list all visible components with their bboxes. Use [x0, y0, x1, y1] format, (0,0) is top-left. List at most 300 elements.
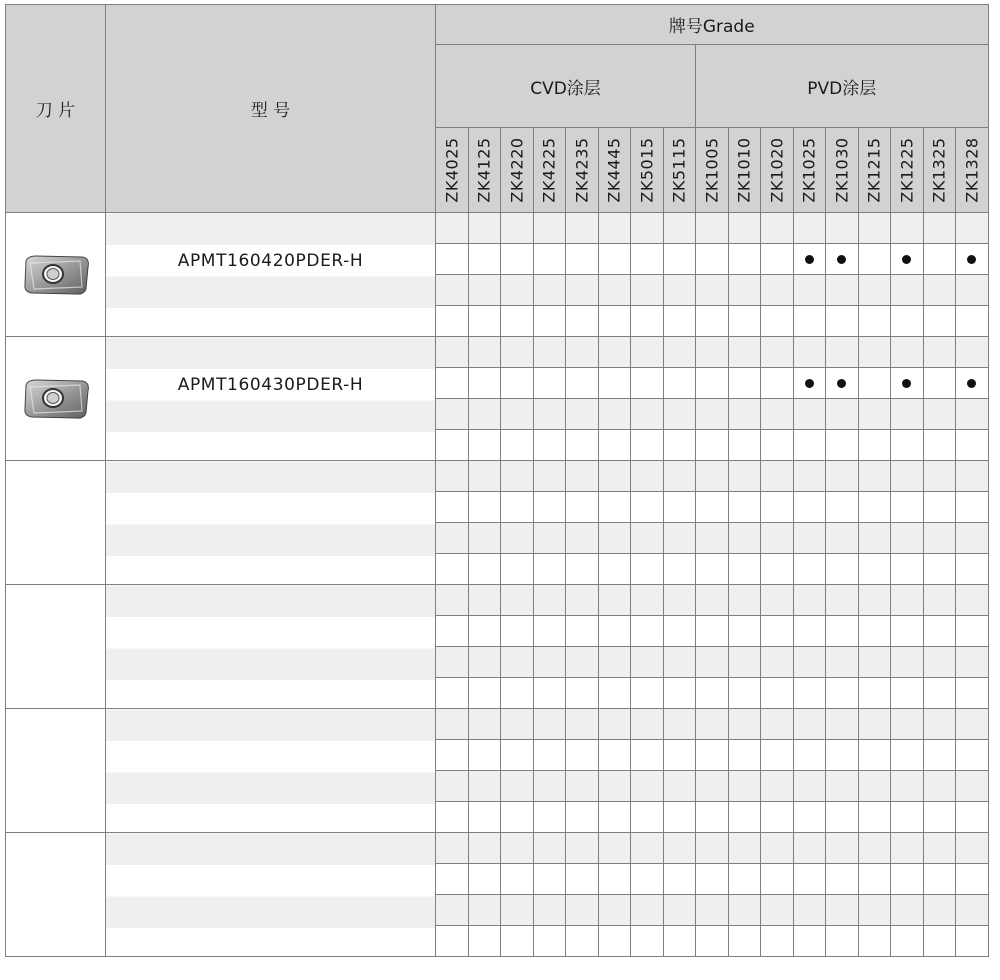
- grade-code-header: [663, 128, 696, 213]
- grade-code-header: [436, 128, 469, 213]
- grade-availability-cell: [728, 523, 761, 554]
- grade-availability-cell: [956, 523, 989, 554]
- grade-availability-cell: [728, 771, 761, 802]
- model-cell: [106, 585, 436, 709]
- grade-availability-cell: [436, 647, 469, 678]
- grade-availability-cell: [696, 368, 729, 399]
- grade-availability-cell: [793, 399, 826, 430]
- grade-availability-cell: [696, 833, 729, 864]
- grade-availability-cell: [696, 678, 729, 709]
- grade-availability-cell: [436, 709, 469, 740]
- grade-availability-cell: [501, 523, 534, 554]
- grade-availability-cell: [533, 306, 566, 337]
- grade-availability-cell: [598, 616, 631, 647]
- grade-availability-cell: [923, 864, 956, 895]
- grade-availability-cell: [858, 275, 891, 306]
- grade-group-header: 牌号Grade: [436, 5, 989, 45]
- grade-availability-cell: [468, 833, 501, 864]
- grade-code-header: [793, 128, 826, 213]
- grade-availability-cell: [501, 802, 534, 833]
- grade-availability-cell: [956, 802, 989, 833]
- grade-availability-cell: [631, 585, 664, 616]
- grade-code-label: ZK5115: [669, 137, 689, 203]
- grade-availability-cell: [761, 554, 794, 585]
- grade-availability-cell: [858, 616, 891, 647]
- grade-availability-cell: [436, 523, 469, 554]
- grade-availability-cell: [826, 430, 859, 461]
- grade-availability-cell: [501, 709, 534, 740]
- grade-availability-cell: [761, 647, 794, 678]
- grade-code-header: [631, 128, 664, 213]
- grade-availability-cell: [533, 647, 566, 678]
- grade-availability-cell: [598, 585, 631, 616]
- grade-availability-cell: [793, 337, 826, 368]
- grade-availability-cell: [663, 492, 696, 523]
- grade-availability-cell: [501, 585, 534, 616]
- grade-availability-cell: [956, 864, 989, 895]
- grade-availability-cell: [956, 337, 989, 368]
- grade-availability-cell: [663, 430, 696, 461]
- grade-availability-cell: [696, 461, 729, 492]
- grade-availability-cell: [468, 337, 501, 368]
- grade-availability-cell: [793, 368, 826, 399]
- grade-availability-cell: [566, 864, 599, 895]
- grade-availability-cell: [793, 926, 826, 957]
- grade-availability-cell: [761, 585, 794, 616]
- grade-availability-cell: [858, 554, 891, 585]
- grade-availability-cell: [826, 461, 859, 492]
- grade-code-header: [761, 128, 794, 213]
- grade-availability-cell: [761, 833, 794, 864]
- grade-availability-cell: [436, 616, 469, 647]
- grade-availability-cell: [858, 306, 891, 337]
- grade-availability-cell: [956, 399, 989, 430]
- grade-availability-cell: [826, 554, 859, 585]
- grade-code-header: [598, 128, 631, 213]
- grade-availability-cell: [891, 337, 924, 368]
- grade-code-label: ZK1025: [799, 137, 819, 203]
- insert-image-cell: [6, 213, 106, 337]
- cvd-coating-header: CVD涂层: [436, 45, 696, 128]
- grade-availability-cell: [436, 833, 469, 864]
- grade-availability-cell: [956, 430, 989, 461]
- grade-availability-cell: [793, 213, 826, 244]
- grade-availability-cell: [696, 926, 729, 957]
- grade-availability-cell: [566, 213, 599, 244]
- grade-availability-cell: [858, 461, 891, 492]
- available-dot-icon: [902, 255, 911, 264]
- grade-availability-cell: [956, 616, 989, 647]
- grade-availability-cell: [533, 275, 566, 306]
- grade-availability-cell: [533, 244, 566, 275]
- grade-availability-cell: [598, 461, 631, 492]
- grade-availability-cell: [663, 213, 696, 244]
- grade-availability-cell: [533, 554, 566, 585]
- grade-availability-cell: [631, 523, 664, 554]
- grade-availability-cell: [858, 213, 891, 244]
- grade-availability-cell: [793, 864, 826, 895]
- grade-availability-cell: [923, 492, 956, 523]
- grade-availability-cell: [501, 368, 534, 399]
- grade-availability-cell: [956, 368, 989, 399]
- model-cell: [106, 337, 436, 461]
- grade-availability-cell: [826, 647, 859, 678]
- grade-availability-cell: [436, 461, 469, 492]
- grade-availability-cell: [436, 492, 469, 523]
- grade-availability-cell: [598, 554, 631, 585]
- grade-availability-cell: [598, 678, 631, 709]
- grade-availability-cell: [436, 368, 469, 399]
- grade-availability-cell: [566, 802, 599, 833]
- grade-availability-cell: [696, 213, 729, 244]
- grade-availability-cell: [858, 895, 891, 926]
- grade-code-header: [468, 128, 501, 213]
- grade-availability-cell: [663, 740, 696, 771]
- grade-availability-cell: [501, 678, 534, 709]
- grade-availability-cell: [858, 771, 891, 802]
- grade-availability-cell: [923, 461, 956, 492]
- grade-availability-cell: [858, 833, 891, 864]
- grade-availability-cell: [598, 709, 631, 740]
- grade-availability-cell: [663, 399, 696, 430]
- grade-availability-cell: [631, 771, 664, 802]
- grade-availability-cell: [533, 585, 566, 616]
- grade-availability-cell: [696, 523, 729, 554]
- grade-availability-cell: [891, 802, 924, 833]
- grade-availability-cell: [468, 585, 501, 616]
- grade-availability-cell: [793, 616, 826, 647]
- grade-availability-cell: [436, 399, 469, 430]
- grade-availability-cell: [501, 275, 534, 306]
- grade-availability-cell: [728, 926, 761, 957]
- grade-availability-cell: [956, 833, 989, 864]
- grade-availability-cell: [631, 740, 664, 771]
- grade-availability-cell: [728, 337, 761, 368]
- grade-availability-cell: [533, 771, 566, 802]
- grade-availability-cell: [663, 585, 696, 616]
- grade-availability-cell: [566, 895, 599, 926]
- grade-availability-cell: [793, 647, 826, 678]
- grade-availability-cell: [566, 523, 599, 554]
- insert-image-cell: [6, 337, 106, 461]
- grade-availability-cell: [728, 244, 761, 275]
- grade-availability-cell: [468, 895, 501, 926]
- insert-image-cell: [6, 461, 106, 585]
- grade-availability-cell: [826, 895, 859, 926]
- grade-availability-cell: [923, 213, 956, 244]
- grade-availability-cell: [761, 244, 794, 275]
- available-dot-icon: [967, 255, 976, 264]
- grade-availability-cell: [761, 709, 794, 740]
- grade-code-label: ZK4125: [474, 137, 494, 203]
- available-dot-icon: [902, 379, 911, 388]
- grade-availability-cell: [598, 802, 631, 833]
- table-row: [6, 833, 989, 864]
- grade-availability-cell: [761, 213, 794, 244]
- model-cell: [106, 709, 436, 833]
- grade-availability-cell: [696, 895, 729, 926]
- available-dot-icon: [967, 379, 976, 388]
- table-row: [6, 709, 989, 740]
- grade-availability-cell: [663, 895, 696, 926]
- grade-availability-cell: [566, 368, 599, 399]
- grade-availability-cell: [793, 833, 826, 864]
- grade-availability-cell: [598, 368, 631, 399]
- grade-availability-cell: [923, 244, 956, 275]
- grade-availability-cell: [923, 802, 956, 833]
- grade-availability-cell: [566, 399, 599, 430]
- grade-availability-cell: [923, 306, 956, 337]
- grade-availability-cell: [891, 833, 924, 864]
- grade-availability-cell: [761, 926, 794, 957]
- grade-availability-cell: [501, 399, 534, 430]
- grade-availability-cell: [501, 740, 534, 771]
- grade-availability-cell: [598, 740, 631, 771]
- grade-availability-cell: [891, 492, 924, 523]
- grade-availability-cell: [598, 833, 631, 864]
- grade-availability-cell: [696, 399, 729, 430]
- grade-availability-cell: [956, 213, 989, 244]
- grade-availability-cell: [761, 895, 794, 926]
- grade-code-label: ZK1020: [767, 137, 787, 203]
- grade-availability-cell: [598, 306, 631, 337]
- grade-availability-cell: [956, 306, 989, 337]
- grade-availability-cell: [468, 864, 501, 895]
- grade-availability-cell: [826, 492, 859, 523]
- grade-availability-cell: [826, 926, 859, 957]
- grade-availability-cell: [631, 895, 664, 926]
- grade-availability-cell: [728, 275, 761, 306]
- grade-availability-cell: [436, 244, 469, 275]
- grade-availability-cell: [566, 492, 599, 523]
- grade-availability-cell: [566, 709, 599, 740]
- grade-availability-cell: [761, 802, 794, 833]
- grade-availability-cell: [631, 368, 664, 399]
- grade-availability-cell: [728, 430, 761, 461]
- grade-availability-cell: [793, 492, 826, 523]
- grade-availability-cell: [956, 678, 989, 709]
- grade-availability-cell: [956, 895, 989, 926]
- grade-code-label: ZK1325: [929, 137, 949, 203]
- grade-availability-cell: [956, 647, 989, 678]
- grade-availability-cell: [858, 740, 891, 771]
- grade-availability-cell: [728, 399, 761, 430]
- grade-availability-cell: [761, 337, 794, 368]
- grade-availability-cell: [501, 895, 534, 926]
- grade-availability-cell: [533, 709, 566, 740]
- grade-availability-cell: [436, 678, 469, 709]
- grade-availability-cell: [598, 399, 631, 430]
- available-dot-icon: [837, 379, 846, 388]
- grade-availability-cell: [533, 399, 566, 430]
- grade-code-label: ZK4235: [572, 137, 592, 203]
- grade-availability-cell: [761, 399, 794, 430]
- grade-availability-cell: [956, 275, 989, 306]
- grade-availability-cell: [826, 523, 859, 554]
- grade-availability-cell: [436, 740, 469, 771]
- grade-availability-cell: [533, 802, 566, 833]
- grade-availability-cell: [566, 616, 599, 647]
- grade-code-header: [501, 128, 534, 213]
- grade-availability-cell: [631, 492, 664, 523]
- grade-availability-cell: [696, 337, 729, 368]
- grade-availability-cell: [956, 554, 989, 585]
- grade-availability-cell: [793, 244, 826, 275]
- grade-availability-cell: [663, 926, 696, 957]
- pvd-coating-header: PVD涂层: [696, 45, 989, 128]
- grade-availability-cell: [631, 833, 664, 864]
- insert-image-cell: [6, 585, 106, 709]
- grade-availability-cell: [501, 306, 534, 337]
- grade-availability-cell: [891, 213, 924, 244]
- grade-availability-cell: [826, 368, 859, 399]
- grade-availability-cell: [923, 740, 956, 771]
- grade-availability-cell: [858, 430, 891, 461]
- grade-availability-cell: [598, 244, 631, 275]
- grade-availability-cell: [956, 771, 989, 802]
- grade-availability-cell: [566, 926, 599, 957]
- grade-availability-cell: [501, 461, 534, 492]
- grade-code-header: [696, 128, 729, 213]
- grade-availability-cell: [891, 616, 924, 647]
- grade-availability-cell: [956, 740, 989, 771]
- grade-code-label: ZK1225: [897, 137, 917, 203]
- grade-code-label: ZK4220: [507, 137, 527, 203]
- grade-availability-cell: [728, 554, 761, 585]
- grade-availability-cell: [858, 585, 891, 616]
- grade-availability-cell: [923, 926, 956, 957]
- grade-availability-cell: [598, 864, 631, 895]
- grade-availability-cell: [533, 492, 566, 523]
- grade-availability-cell: [696, 802, 729, 833]
- grade-availability-cell: [891, 895, 924, 926]
- grade-availability-cell: [468, 244, 501, 275]
- grade-availability-cell: [761, 430, 794, 461]
- grade-availability-cell: [923, 833, 956, 864]
- grade-availability-cell: [663, 709, 696, 740]
- grade-availability-cell: [468, 740, 501, 771]
- grade-availability-cell: [598, 337, 631, 368]
- grade-availability-cell: [533, 368, 566, 399]
- grade-availability-cell: [566, 244, 599, 275]
- grade-availability-cell: [826, 678, 859, 709]
- grade-availability-cell: [793, 554, 826, 585]
- grade-availability-cell: [826, 740, 859, 771]
- table-row: [6, 337, 989, 368]
- grade-availability-cell: [468, 647, 501, 678]
- grade-availability-cell: [793, 306, 826, 337]
- grade-availability-cell: [696, 616, 729, 647]
- grade-availability-cell: [566, 833, 599, 864]
- grade-code-label: ZK4445: [604, 137, 624, 203]
- grade-availability-cell: [858, 926, 891, 957]
- grade-availability-cell: [858, 678, 891, 709]
- grade-availability-cell: [436, 275, 469, 306]
- insert-column-header: 刀 片: [6, 5, 106, 213]
- grade-availability-cell: [858, 709, 891, 740]
- grade-availability-cell: [533, 461, 566, 492]
- grade-availability-cell: [468, 275, 501, 306]
- grade-availability-cell: [631, 399, 664, 430]
- grade-availability-cell: [858, 244, 891, 275]
- grade-availability-cell: [468, 430, 501, 461]
- grade-availability-cell: [761, 740, 794, 771]
- grade-availability-cell: [631, 678, 664, 709]
- grade-availability-cell: [436, 802, 469, 833]
- grade-availability-cell: [696, 585, 729, 616]
- grade-availability-cell: [533, 430, 566, 461]
- table-row: [6, 585, 989, 616]
- grade-availability-cell: [728, 833, 761, 864]
- milling-insert-icon: [20, 253, 92, 297]
- grade-availability-cell: [826, 244, 859, 275]
- grade-availability-cell: [728, 864, 761, 895]
- grade-availability-cell: [631, 864, 664, 895]
- grade-availability-cell: [533, 740, 566, 771]
- grade-availability-cell: [468, 306, 501, 337]
- grade-availability-cell: [533, 833, 566, 864]
- grade-availability-cell: [793, 678, 826, 709]
- grade-availability-cell: [858, 864, 891, 895]
- grade-availability-cell: [598, 895, 631, 926]
- grade-availability-cell: [891, 740, 924, 771]
- grade-availability-cell: [696, 244, 729, 275]
- grade-availability-cell: [566, 337, 599, 368]
- grade-availability-cell: [826, 213, 859, 244]
- grade-availability-cell: [696, 864, 729, 895]
- grade-availability-cell: [631, 275, 664, 306]
- grade-availability-cell: [891, 926, 924, 957]
- grade-availability-cell: [793, 771, 826, 802]
- grade-availability-cell: [858, 647, 891, 678]
- grade-availability-cell: [923, 554, 956, 585]
- grade-availability-cell: [663, 244, 696, 275]
- grade-availability-cell: [468, 616, 501, 647]
- grade-availability-cell: [923, 678, 956, 709]
- grade-availability-cell: [891, 275, 924, 306]
- grade-availability-cell: [696, 771, 729, 802]
- grade-availability-cell: [793, 709, 826, 740]
- model-cell: [106, 213, 436, 337]
- grade-availability-cell: [533, 864, 566, 895]
- grade-availability-cell: [923, 585, 956, 616]
- grade-code-header: [566, 128, 599, 213]
- model-column-header: 型 号: [106, 5, 436, 213]
- grade-code-label: ZK1215: [864, 137, 884, 203]
- grade-availability-cell: [598, 430, 631, 461]
- grade-availability-cell: [956, 585, 989, 616]
- grade-availability-cell: [533, 895, 566, 926]
- grade-availability-cell: [468, 492, 501, 523]
- grade-code-label: ZK1030: [832, 137, 852, 203]
- grade-availability-cell: [826, 585, 859, 616]
- grade-availability-cell: [631, 647, 664, 678]
- grade-availability-cell: [436, 585, 469, 616]
- grade-availability-cell: [663, 616, 696, 647]
- grade-availability-cell: [501, 430, 534, 461]
- grade-availability-cell: [501, 244, 534, 275]
- grade-availability-cell: [468, 926, 501, 957]
- grade-availability-cell: [696, 740, 729, 771]
- grade-availability-cell: [728, 461, 761, 492]
- grade-availability-cell: [566, 306, 599, 337]
- grade-availability-cell: [891, 368, 924, 399]
- grade-availability-cell: [533, 213, 566, 244]
- grade-availability-cell: [501, 213, 534, 244]
- grade-availability-cell: [501, 337, 534, 368]
- grade-availability-cell: [663, 275, 696, 306]
- grade-availability-cell: [696, 647, 729, 678]
